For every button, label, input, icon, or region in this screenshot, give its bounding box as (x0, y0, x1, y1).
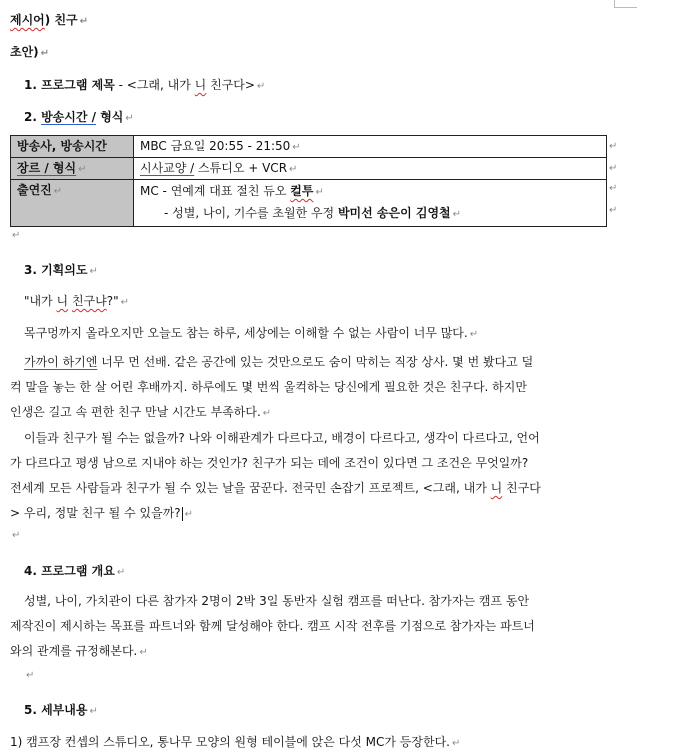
paragraph-mark: ↵ (78, 164, 87, 175)
value-genre-a: 시사교양 / (140, 161, 195, 175)
table-row (11, 180, 607, 227)
paragraph-mark: ↵ (79, 16, 89, 27)
table-row (11, 158, 607, 180)
p2-line2-text: 컥 말을 놓는 한 살 어린 후배까지. 하루에도 몇 번씩 울컥하는 당신에게 필요한 것은 친구다. 하지만 (10, 380, 527, 394)
intent-paragraph-3 (10, 426, 614, 527)
quote-part-a: "내가 (24, 294, 57, 308)
program-title-a: - <그래, 내가 (114, 78, 195, 92)
paragraph-mark: ↵ (289, 164, 298, 175)
cast-line-2 (140, 203, 600, 225)
p4-line2-text: 제작진이 제시하는 목표를 파트너와 함께 달성해야 한다. 캠프 시작 전후를 기점으로 참가자는 파트너 (10, 619, 535, 633)
empty-paragraph-mark: ↵ (26, 670, 35, 681)
p3-line-2 (10, 451, 614, 476)
paragraph-mark: ↵ (262, 408, 272, 419)
table-label (11, 136, 134, 158)
cast-mc-name: 컬투 (290, 184, 314, 198)
page-corner-mark (614, 0, 637, 8)
p2-underlined: 가까이 하기엔 (24, 355, 98, 369)
section-1-title (24, 76, 265, 93)
draft-text: 초안) (10, 45, 39, 59)
cast-guests-names: 박미선 송은이 김영철 (337, 206, 451, 220)
topic-line (10, 11, 88, 28)
paragraph-mark: ↵ (116, 567, 126, 578)
paragraph-mark: ↵ (452, 209, 462, 220)
cast-guests-desc: - 성별, 나이, 기수를 초월한 우정 (164, 206, 338, 220)
paragraph-mark: ↵ (53, 186, 63, 197)
label-cast: 출연진 (17, 183, 52, 197)
p3-line3-text: 전세계 모든 사람들과 친구가 될 수 있는 날을 꿈꾼다. 전국민 손잡기 프로젝트, <그래, 내가 (10, 481, 491, 495)
p2-line-1 (10, 350, 614, 375)
paragraph-mark: ↵ (256, 81, 266, 92)
row-end-mark: ↵ (609, 183, 618, 194)
section-2-title (24, 108, 134, 125)
row-end-mark: ↵ (609, 163, 618, 174)
cast-line-1 (140, 181, 600, 203)
label-broadcaster: 방송사, 방송시간 (17, 139, 107, 153)
p3-line-4 (10, 501, 614, 527)
section-5-title (24, 701, 98, 718)
topic-prefix: 제시어 (10, 13, 45, 27)
detail-item-1 (10, 733, 460, 750)
section-1-heading: 1. 프로그램 제목 (24, 78, 115, 92)
paragraph-mark: ↵ (120, 297, 130, 308)
paragraph-mark: ↵ (469, 329, 479, 340)
section-5-heading: 5. 세부내용 (24, 703, 88, 717)
program-title-b: 친구다> (206, 78, 255, 92)
p2-line-2 (10, 375, 614, 400)
empty-paragraph-mark: ↵ (12, 530, 21, 541)
p3-line4-text: > 우리, 정말 친구 될 수 있을까? (10, 506, 181, 520)
paragraph-mark: ↵ (125, 113, 134, 124)
paragraph-mark: ↵ (184, 509, 194, 520)
section-4-title (24, 562, 125, 579)
p4-line3-text: 와의 관계를 규정해본다. (10, 644, 138, 658)
section-3-heading: 3. 기획의도 (24, 263, 88, 277)
topic-suffix: ) 친구 (44, 13, 78, 27)
section-2-number: 2. (24, 110, 42, 124)
paragraph-mark: ↵ (40, 48, 50, 59)
paragraph-mark: ↵ (89, 706, 98, 717)
paragraph-mark: ↵ (139, 647, 148, 658)
paragraph-mark: ↵ (89, 266, 98, 277)
table-label (11, 180, 134, 227)
draft-label (10, 43, 49, 60)
value-broadcast-time: MBC 금요일 20:55 - 21:50 (140, 139, 291, 153)
paragraph-mark: ↵ (315, 187, 324, 198)
quote-line (24, 292, 129, 309)
intent-paragraph-1 (24, 324, 478, 341)
table-label (11, 158, 134, 180)
p2-line-3 (10, 400, 614, 426)
table-row (11, 136, 607, 158)
p2-line3-text: 인생은 길고 속 편한 친구 만날 시간도 부족하다. (10, 405, 261, 419)
text-cursor (182, 507, 183, 521)
p3-line-1 (10, 426, 614, 451)
p3-line2-text: 가 다르다고 평생 남으로 지내야 하는 것인가? 친구가 되는 데에 조건이 있다면 그 조건은 무엇일까? (10, 456, 529, 470)
paragraph-mark: ↵ (292, 142, 301, 153)
p4-line-2 (10, 614, 614, 639)
p3-line1-text: 이들과 친구가 될 수는 없을까? 나와 이해관계가 다르다고, 배경이 다르다고, 생각이 다르다고, 언어 (24, 431, 540, 445)
section-2-heading-a: 방송시간 / (41, 110, 97, 124)
p3-ni: 니 (490, 481, 503, 495)
item1-text: 1) 캠프장 컨셉의 스튜디오, 통나무 모양의 원형 테이블에 앉은 다섯 MC가 등장한다. (10, 735, 450, 749)
p4-line-1 (10, 589, 614, 614)
row-end-mark: ↵ (609, 205, 618, 216)
section-2-heading-b: 형식 (96, 110, 124, 124)
table-value (134, 158, 607, 180)
p3-line-3 (10, 476, 614, 501)
p2-line1-text: 너무 먼 선배. 같은 공간에 있는 것만으로도 숨이 막히는 직장 상사. 몇 번 봤다고 덜 (97, 355, 534, 369)
p3-line3b-text: 친구다 (502, 481, 541, 495)
p4-line1-text: 성별, 나이, 가치관이 다른 참가자 2명이 2박 3일 동반자 실험 캠프를 떠난다. 참가자는 캠프 동안 (24, 594, 530, 608)
quote-ni: 니 (56, 294, 69, 308)
broadcast-info-table (10, 135, 607, 227)
p4-line-3 (10, 639, 614, 665)
table-value (134, 136, 607, 158)
p1-text: 목구멍까지 올라오지만 오늘도 참는 하루, 세상에는 이해할 수 없는 사람이 너무 많다. (24, 326, 468, 340)
cast-mc: MC - 연예계 대표 절친 듀오 (140, 184, 291, 198)
program-title-ni: 니 (194, 78, 207, 92)
section-3-title (24, 261, 98, 278)
table-value (134, 180, 607, 227)
empty-paragraph-mark: ↵ (12, 230, 21, 241)
value-genre-b: 스튜디오 + VCR (194, 161, 288, 175)
overview-paragraph (10, 589, 614, 665)
section-4-heading: 4. 프로그램 개요 (24, 564, 115, 578)
intent-paragraph-2 (10, 350, 614, 426)
label-genre: 장르 / 형식 (17, 161, 77, 175)
quote-end: ?" (106, 294, 119, 308)
row-end-mark: ↵ (609, 141, 618, 152)
quote-friend: 친구냐 (71, 294, 107, 308)
paragraph-mark: ↵ (452, 738, 461, 749)
